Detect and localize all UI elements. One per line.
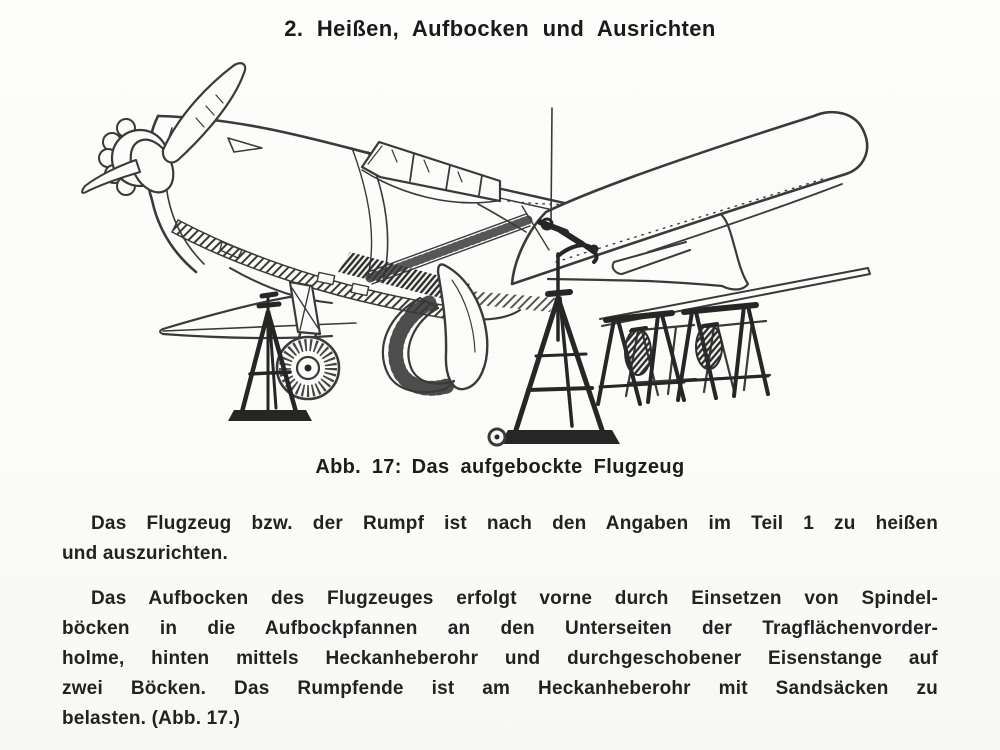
sandbag [625,328,651,375]
gear-door [438,264,487,389]
propeller [82,63,245,199]
text-line: böcken in die Aufbockpfannen an den Unterseiten der Tragflächenvorder- [62,618,938,639]
text-line: Das Aufbocken des Flugzeuges erfolgt vorne durch Einsetzen von Spindel- [91,588,938,609]
body-text [62,509,938,749]
right-wing [512,112,867,284]
spindle-jack-center [489,245,620,446]
tail-trestles [598,305,770,404]
section-heading: 2. Heißen, Aufbocken und Ausrichten [284,16,716,41]
text-line: belasten. (Abb. 17.) [62,708,241,729]
text-line: Das Flugzeug bzw. der Rumpf ist nach den Angaben im Teil 1 zu heißen [91,513,938,534]
figure-caption [0,456,1000,479]
paragraph [62,584,938,734]
figure-caption-label: Abb. 17: [315,456,402,478]
figure-illustration [0,55,1000,455]
text-line: zwei Böcken. Das Rumpfende ist am Heckanheberohr mit Sandsäcken zu [62,678,938,699]
figure-caption-title: Das aufgebockte Flugzeug [411,456,685,478]
main-wheel [277,337,339,399]
text-line: holme, hinten mittels Heckanheberohr und durchgeschobener Eisenstange auf [62,648,938,669]
aircraft-drawing [0,55,1000,455]
sandbag [696,324,722,369]
text-line: und auszurichten. [62,543,228,564]
paragraph [62,509,938,569]
